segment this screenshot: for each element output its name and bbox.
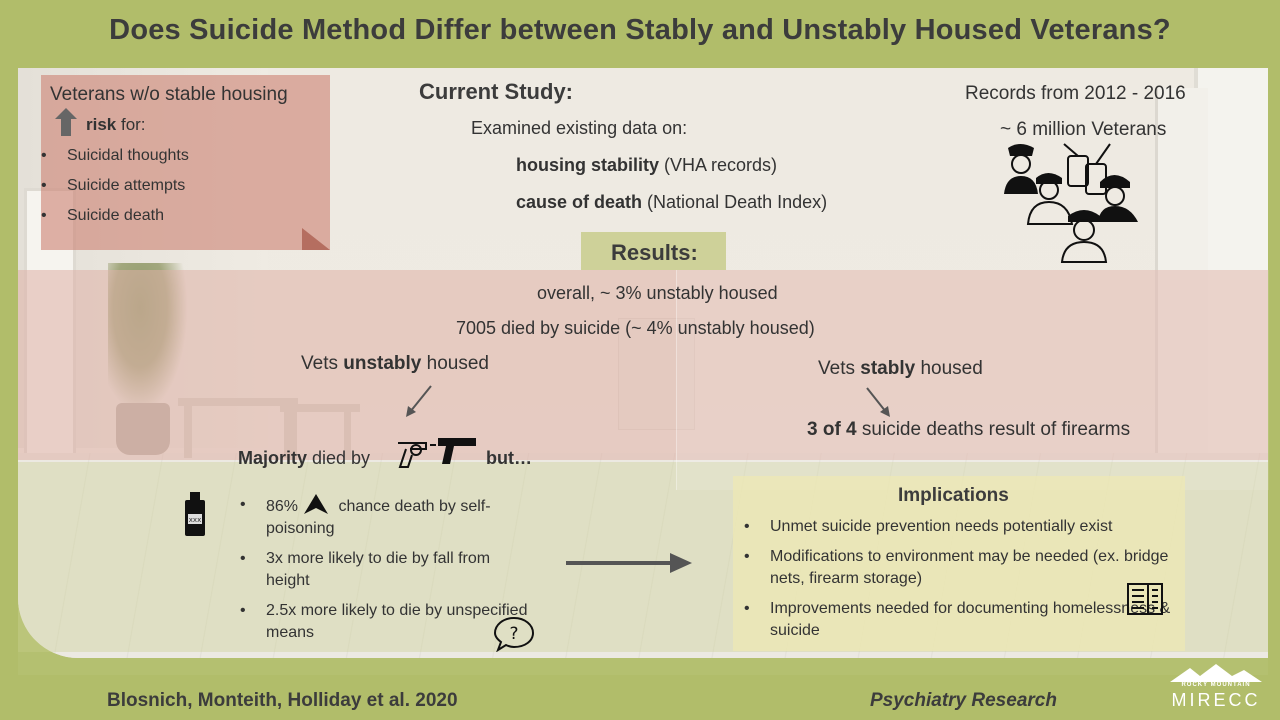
poison-bottle-icon: [183, 492, 207, 536]
records-years: Records from 2012 - 2016: [965, 83, 1186, 104]
unstable-bold: unstably: [343, 353, 422, 374]
svg-text:xxx: xxx: [188, 516, 202, 524]
cause-line: [516, 192, 827, 213]
housing-line: [516, 155, 777, 176]
housing-bold: housing stability: [516, 155, 660, 175]
mountain-icon: [1170, 664, 1262, 682]
cause-rest: (National Death Index): [642, 192, 828, 212]
mirecc-logo: [1168, 664, 1264, 714]
logo-big-text: MIRECC: [1171, 690, 1261, 710]
list-item: • Improvements needed for documenting homelessness & suicide: [744, 598, 1190, 642]
list-item: • 3x more likely to die by fall from height: [240, 548, 536, 592]
results-heading: Results:: [611, 240, 698, 265]
list-item: • 2.5x more likely to die by unspecified means: [240, 600, 536, 644]
finding-text: chance death by self-poisoning: [266, 498, 491, 537]
overall-text: overall, ~ 3% unstably housed: [537, 283, 778, 303]
risk-list: [41, 141, 189, 231]
majority-text: [238, 448, 370, 469]
list-item: • Modifications to environment may be needed (ex. bridge nets, firearm storage): [744, 546, 1190, 590]
page-title: Does Suicide Method Differ between Stably and Unstably Housed Veterans?: [109, 14, 1171, 46]
unstable-findings-list: [240, 494, 536, 652]
increase-arrow-icon: [304, 494, 328, 514]
left-frame: [0, 0, 18, 720]
housing-rest: (VHA records): [659, 155, 778, 175]
logo-small-text: ROCKY MOUNTAIN: [1181, 682, 1251, 688]
citation: Blosnich, Monteith, Holliday et al. 2020: [107, 690, 458, 711]
list-item: • Suicidal thoughts: [41, 141, 189, 171]
unstable-post: housed: [421, 353, 489, 374]
firearm-rest: suicide deaths result of firearms: [856, 419, 1131, 440]
arrow-icon: [566, 552, 694, 574]
implications-list: [744, 516, 1190, 650]
risk-heading: Veterans w/o stable housing: [50, 84, 288, 105]
stable-post: housed: [915, 358, 983, 379]
implications-heading: Implications: [898, 485, 1009, 506]
examined-text: Examined existing data on:: [471, 118, 688, 138]
but-text: but…: [486, 448, 532, 468]
firearm-text: [807, 419, 1130, 441]
pistol-icon: [436, 436, 478, 466]
stable-label: [818, 358, 983, 380]
svg-text:?: ?: [509, 624, 519, 644]
unstable-pre: Vets: [301, 353, 344, 374]
records-count: ~ 6 million Veterans: [1000, 119, 1167, 140]
list-item: [240, 494, 536, 540]
majority-rest: died by: [307, 448, 371, 468]
arrow-icon: [404, 384, 434, 418]
risk-label: [86, 115, 146, 135]
cause-bold: cause of death: [516, 192, 643, 212]
stable-bold: stably: [860, 358, 916, 379]
list-item: • Unmet suicide prevention needs potentially exist: [744, 516, 1190, 538]
right-frame: [1268, 0, 1280, 720]
finding-pct: 86%: [266, 498, 299, 515]
list-item: • Suicide death: [41, 201, 189, 231]
list-item: • Suicide attempts: [41, 171, 189, 201]
risk-word: risk: [86, 115, 117, 134]
document-icon: [1126, 580, 1166, 618]
firearm-bold: 3 of 4: [807, 419, 857, 440]
current-study-heading: Current Study:: [419, 79, 573, 104]
revolver-icon: [396, 437, 438, 471]
risk-for: for:: [116, 115, 146, 134]
question-bubble-icon: [493, 616, 535, 652]
died-text: 7005 died by suicide (~ 4% unstably housed): [456, 318, 815, 338]
stable-pre: Vets: [818, 358, 861, 379]
veterans-group-icon: [1000, 142, 1142, 264]
journal-name: Psychiatry Research: [870, 690, 1057, 711]
unstable-label: [301, 353, 489, 375]
arrow-icon: [864, 386, 892, 418]
majority-bold: Majority: [238, 448, 308, 468]
up-arrow-icon: [55, 108, 77, 136]
